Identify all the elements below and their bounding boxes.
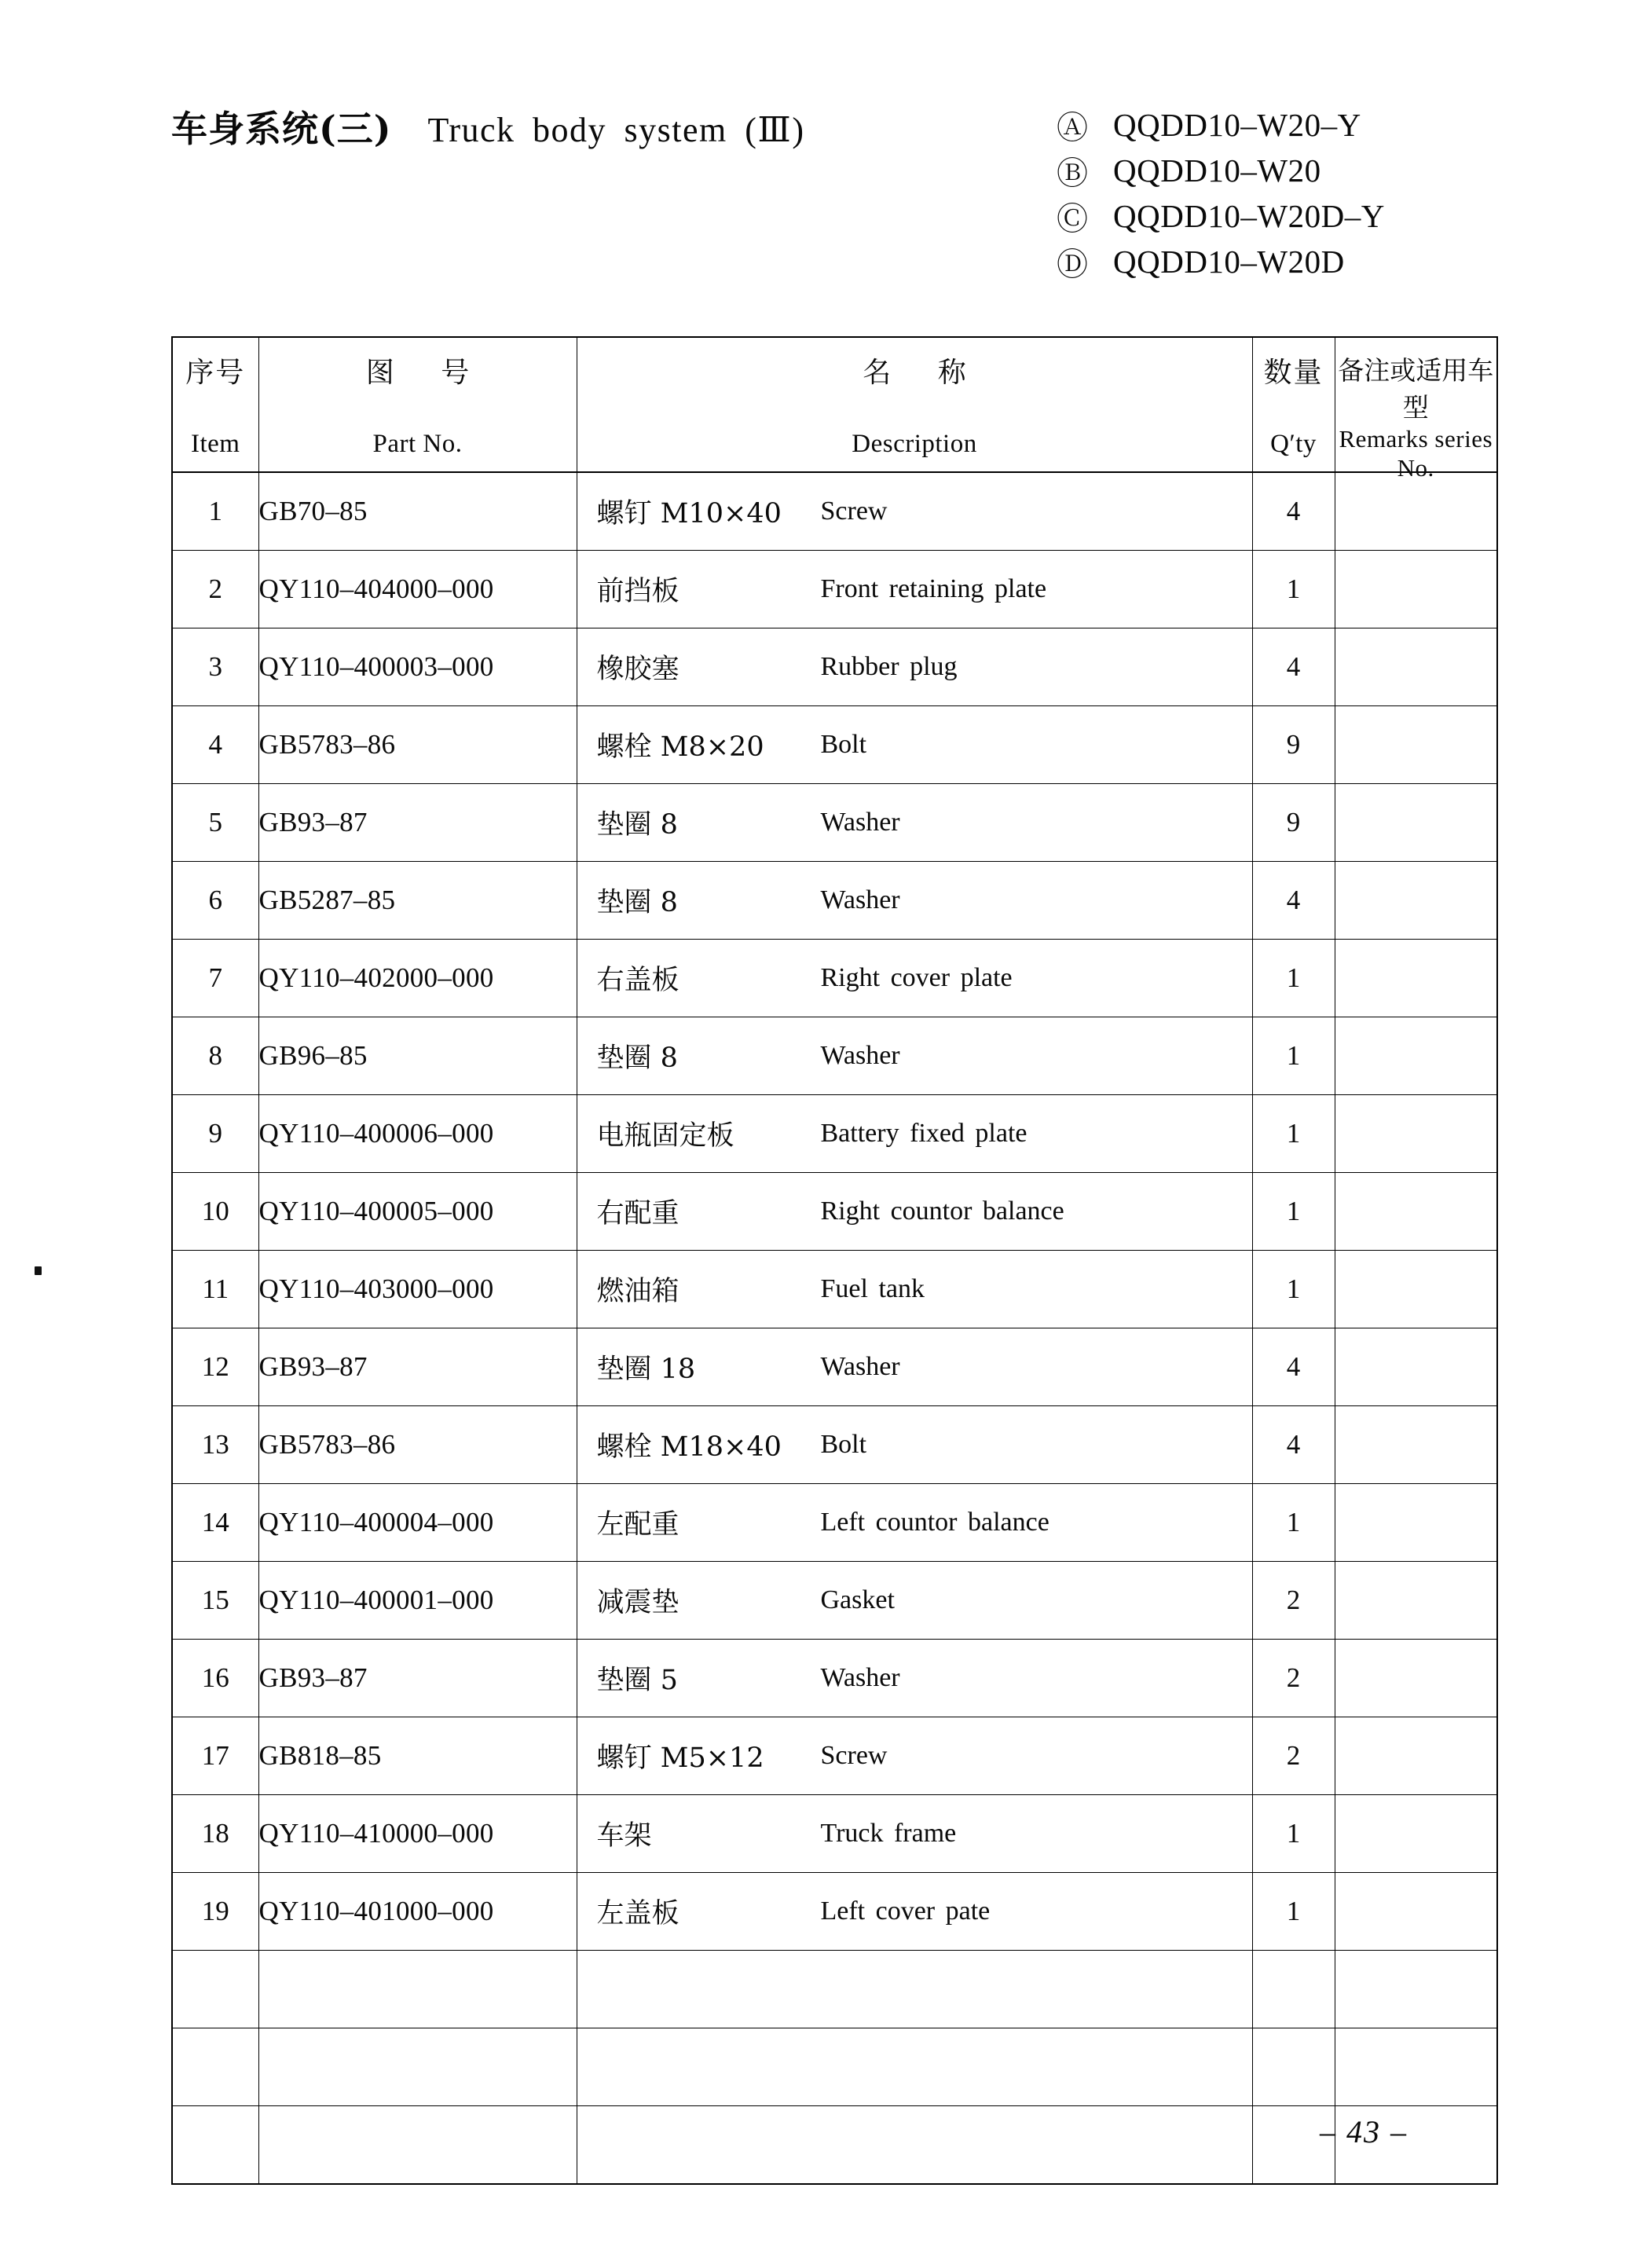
cell-item: 6	[172, 862, 258, 940]
cell-quantity: 1	[1252, 1795, 1335, 1873]
table-row	[172, 1095, 1497, 1173]
cell-description-english: Gasket	[820, 1585, 895, 1614]
cell-quantity: 4	[1252, 1406, 1335, 1484]
cell-quantity: 1	[1252, 551, 1335, 628]
cell-description-chinese: 左配重	[596, 1509, 679, 1541]
table-row	[172, 628, 1497, 706]
table-row	[172, 1562, 1497, 1640]
cell-description-chinese: 垫圈 18	[596, 1354, 696, 1385]
column-header-quantity-en: Q′ty	[1270, 430, 1317, 458]
model-code-list	[1057, 102, 1622, 284]
scan-artifact-dot	[35, 1266, 42, 1275]
cell-quantity: 1	[1252, 1484, 1335, 1562]
cell-description-chinese: 右配重	[596, 1198, 679, 1229]
cell-description-english: Truck frame	[820, 1818, 957, 1848]
table-row-empty	[172, 1951, 1497, 2028]
model-code-d: QQDD10–W20D	[1113, 244, 1345, 280]
table-body	[172, 472, 1497, 2184]
cell-description-english: Left countor balance	[820, 1507, 1049, 1537]
cell-description	[577, 628, 1252, 706]
table-row	[172, 1717, 1497, 1795]
cell-part-number: GB5783–86	[258, 1406, 577, 1484]
table-row	[172, 1251, 1497, 1328]
cell-description-chinese: 螺栓 M8×20	[596, 731, 764, 763]
cell-description	[577, 472, 1252, 551]
model-list-item	[1057, 148, 1622, 193]
cell-item: 11	[172, 1251, 258, 1328]
cell-quantity: 1	[1252, 940, 1335, 1017]
cell-description-chinese: 垫圈 8	[596, 809, 678, 841]
cell-description	[577, 2106, 1252, 2185]
cell-remarks	[1335, 1562, 1497, 1640]
cell-part-number: GB818–85	[258, 1717, 577, 1795]
cell-quantity: 1	[1252, 1173, 1335, 1251]
cell-description-english: Right countor balance	[820, 1196, 1064, 1226]
cell-item: 7	[172, 940, 258, 1017]
table-row	[172, 1873, 1497, 1951]
model-list-item	[1057, 193, 1622, 239]
cell-description-chinese: 垫圈 8	[596, 1043, 678, 1074]
cell-item: 17	[172, 1717, 258, 1795]
cell-part-number	[258, 2028, 577, 2106]
cell-description	[577, 1717, 1252, 1795]
circled-letter-a-icon: Ⓐ	[1057, 109, 1088, 146]
cell-description-english: Bolt	[820, 729, 867, 759]
cell-remarks	[1335, 1406, 1497, 1484]
cell-item: 12	[172, 1328, 258, 1406]
cell-part-number: GB93–87	[258, 1328, 577, 1406]
cell-description-english: Rubber plug	[820, 651, 958, 681]
cell-description	[577, 940, 1252, 1017]
cell-item	[172, 1951, 258, 2028]
cell-description-chinese: 垫圈 5	[596, 1665, 678, 1696]
cell-part-number: QY110–402000–000	[258, 940, 577, 1017]
table-header-row	[172, 337, 1497, 472]
cell-description	[577, 1562, 1252, 1640]
cell-part-number: QY110–404000–000	[258, 551, 577, 628]
cell-item	[172, 2028, 258, 2106]
cell-description	[577, 1484, 1252, 1562]
cell-part-number: QY110–400005–000	[258, 1173, 577, 1251]
cell-item	[172, 2106, 258, 2185]
cell-description-english: Battery fixed plate	[820, 1118, 1027, 1148]
cell-description-chinese: 右盖板	[596, 965, 679, 996]
cell-quantity: 4	[1252, 862, 1335, 940]
cell-quantity	[1252, 1951, 1335, 2028]
column-header-remarks	[1335, 337, 1497, 482]
table-row	[172, 862, 1497, 940]
column-header-item-cn: 序号	[185, 357, 246, 389]
cell-description	[577, 1095, 1252, 1173]
cell-quantity	[1252, 2028, 1335, 2106]
column-header-part-no-en: Part No.	[372, 430, 463, 458]
cell-item: 10	[172, 1173, 258, 1251]
cell-item: 19	[172, 1873, 258, 1951]
cell-quantity: 9	[1252, 706, 1335, 784]
table-row	[172, 1406, 1497, 1484]
cell-item: 8	[172, 1017, 258, 1095]
cell-description-chinese: 车架	[596, 1820, 652, 1852]
cell-description	[577, 706, 1252, 784]
cell-remarks	[1335, 628, 1497, 706]
cell-description	[577, 2028, 1252, 2106]
cell-remarks	[1335, 1484, 1497, 1562]
page-title-chinese: 车身系统(三)	[171, 108, 392, 150]
cell-quantity: 9	[1252, 784, 1335, 862]
cell-quantity: 1	[1252, 1873, 1335, 1951]
table-row	[172, 1328, 1497, 1406]
cell-part-number	[258, 2106, 577, 2185]
cell-description-english: Right cover plate	[820, 962, 1013, 992]
cell-description-chinese: 螺钉 M10×40	[596, 498, 782, 530]
column-header-quantity-cn: 数量	[1263, 357, 1324, 389]
cell-part-number: QY110–401000–000	[258, 1873, 577, 1951]
circled-letter-b-icon: Ⓑ	[1057, 155, 1088, 192]
page-title	[171, 101, 805, 152]
table-row-empty	[172, 2106, 1497, 2185]
cell-description-english: Bolt	[820, 1429, 867, 1459]
table-row-empty	[172, 2028, 1497, 2106]
table-row	[172, 1795, 1497, 1873]
cell-description	[577, 1017, 1252, 1095]
cell-remarks	[1335, 862, 1497, 940]
table-row	[172, 1017, 1497, 1095]
table-row	[172, 940, 1497, 1017]
cell-item: 16	[172, 1640, 258, 1717]
cell-description	[577, 784, 1252, 862]
cell-description	[577, 1795, 1252, 1873]
cell-description-chinese: 螺钉 M5×12	[596, 1742, 764, 1774]
cell-remarks	[1335, 1795, 1497, 1873]
cell-remarks	[1335, 1173, 1497, 1251]
cell-part-number: QY110–410000–000	[258, 1795, 577, 1873]
model-list-item	[1057, 239, 1622, 284]
table-row	[172, 1640, 1497, 1717]
table-row	[172, 1173, 1497, 1251]
cell-description-english: Left cover pate	[820, 1896, 991, 1926]
cell-item: 13	[172, 1406, 258, 1484]
cell-description-english: Washer	[820, 1351, 900, 1381]
cell-quantity: 1	[1252, 1095, 1335, 1173]
cell-item: 9	[172, 1095, 258, 1173]
cell-description-english: Washer	[820, 1662, 900, 1692]
circled-letter-d-icon: Ⓓ	[1057, 246, 1088, 283]
cell-item: 18	[172, 1795, 258, 1873]
cell-description	[577, 1640, 1252, 1717]
cell-description-chinese: 垫圈 8	[596, 887, 678, 918]
parts-list-table	[171, 336, 1498, 2185]
column-header-description-cn: 名 称	[863, 357, 985, 389]
cell-item: 3	[172, 628, 258, 706]
cell-description	[577, 1873, 1252, 1951]
cell-remarks	[1335, 2028, 1497, 2106]
cell-part-number: QY110–400004–000	[258, 1484, 577, 1562]
cell-remarks	[1335, 1251, 1497, 1328]
cell-item: 14	[172, 1484, 258, 1562]
cell-remarks	[1335, 472, 1497, 551]
cell-remarks	[1335, 1017, 1497, 1095]
cell-item: 2	[172, 551, 258, 628]
model-code-a: QQDD10–W20–Y	[1113, 107, 1361, 143]
table-row	[172, 706, 1497, 784]
cell-description-chinese: 螺栓 M18×40	[596, 1431, 782, 1463]
cell-quantity: 1	[1252, 1251, 1335, 1328]
cell-remarks	[1335, 1873, 1497, 1951]
column-header-description	[577, 337, 1252, 472]
cell-remarks	[1335, 551, 1497, 628]
cell-item: 4	[172, 706, 258, 784]
column-header-remarks-en-line2: No.	[1397, 453, 1434, 482]
circled-letter-c-icon: Ⓒ	[1057, 200, 1088, 237]
column-header-remarks-en-line1: Remarks series	[1339, 425, 1493, 453]
cell-part-number: QY110–400001–000	[258, 1562, 577, 1640]
cell-description-english: Washer	[820, 885, 900, 914]
cell-item: 1	[172, 472, 258, 551]
cell-description-chinese: 左盖板	[596, 1898, 679, 1929]
cell-quantity: 4	[1252, 472, 1335, 551]
cell-quantity: 2	[1252, 1562, 1335, 1640]
table-row	[172, 472, 1497, 551]
cell-remarks	[1335, 706, 1497, 784]
cell-part-number: QY110–400003–000	[258, 628, 577, 706]
cell-remarks	[1335, 940, 1497, 1017]
cell-remarks	[1335, 1717, 1497, 1795]
table-row	[172, 784, 1497, 862]
cell-quantity: 2	[1252, 1717, 1335, 1795]
page-number: – 43 –	[1320, 2114, 1408, 2149]
cell-part-number: GB70–85	[258, 472, 577, 551]
cell-description-chinese: 减震垫	[596, 1587, 679, 1618]
cell-item: 5	[172, 784, 258, 862]
cell-description-chinese: 电瓶固定板	[596, 1120, 734, 1152]
cell-part-number: GB93–87	[258, 1640, 577, 1717]
cell-part-number: GB96–85	[258, 1017, 577, 1095]
model-code-b: QQDD10–W20	[1113, 152, 1321, 189]
cell-description-english: Screw	[820, 496, 888, 526]
cell-item: 15	[172, 1562, 258, 1640]
cell-description-chinese: 前挡板	[596, 576, 679, 607]
cell-part-number: GB5783–86	[258, 706, 577, 784]
cell-part-number	[258, 1951, 577, 2028]
page-title-english: Truck body system (Ⅲ)	[427, 111, 805, 149]
cell-description	[577, 1328, 1252, 1406]
cell-part-number: QY110–403000–000	[258, 1251, 577, 1328]
cell-part-number: QY110–400006–000	[258, 1095, 577, 1173]
cell-quantity: 4	[1252, 628, 1335, 706]
table-row	[172, 551, 1497, 628]
cell-remarks	[1335, 1640, 1497, 1717]
cell-description	[577, 1173, 1252, 1251]
cell-description	[577, 1251, 1252, 1328]
cell-description-english: Washer	[820, 807, 900, 837]
column-header-part-no	[258, 337, 577, 472]
cell-description-english: Front retaining plate	[820, 573, 1047, 603]
cell-quantity: 1	[1252, 1017, 1335, 1095]
model-list-item	[1057, 102, 1622, 148]
cell-part-number: GB93–87	[258, 784, 577, 862]
column-header-description-en: Description	[852, 430, 977, 458]
page-header	[0, 0, 1652, 314]
cell-part-number: GB5287–85	[258, 862, 577, 940]
column-header-quantity	[1252, 337, 1335, 472]
cell-description	[577, 862, 1252, 940]
cell-remarks	[1335, 784, 1497, 862]
column-header-remarks-cn: 备注或适用车型	[1338, 355, 1494, 423]
cell-description-chinese: 燃油箱	[596, 1276, 679, 1307]
cell-remarks	[1335, 1095, 1497, 1173]
model-code-c: QQDD10–W20D–Y	[1113, 198, 1385, 234]
cell-remarks	[1335, 1951, 1497, 2028]
cell-description	[577, 551, 1252, 628]
cell-quantity: 2	[1252, 1640, 1335, 1717]
cell-description-english: Fuel tank	[820, 1273, 925, 1303]
cell-description	[577, 1951, 1252, 2028]
column-header-item	[172, 337, 258, 472]
cell-quantity: 4	[1252, 1328, 1335, 1406]
column-header-part-no-cn: 图 号	[365, 357, 489, 389]
cell-description-english: Washer	[820, 1040, 900, 1070]
cell-description-chinese: 橡胶塞	[596, 654, 679, 685]
cell-description-english: Screw	[820, 1740, 888, 1770]
column-header-item-en: Item	[191, 430, 240, 458]
cell-remarks	[1335, 1328, 1497, 1406]
cell-description	[577, 1406, 1252, 1484]
table-row	[172, 1484, 1497, 1562]
